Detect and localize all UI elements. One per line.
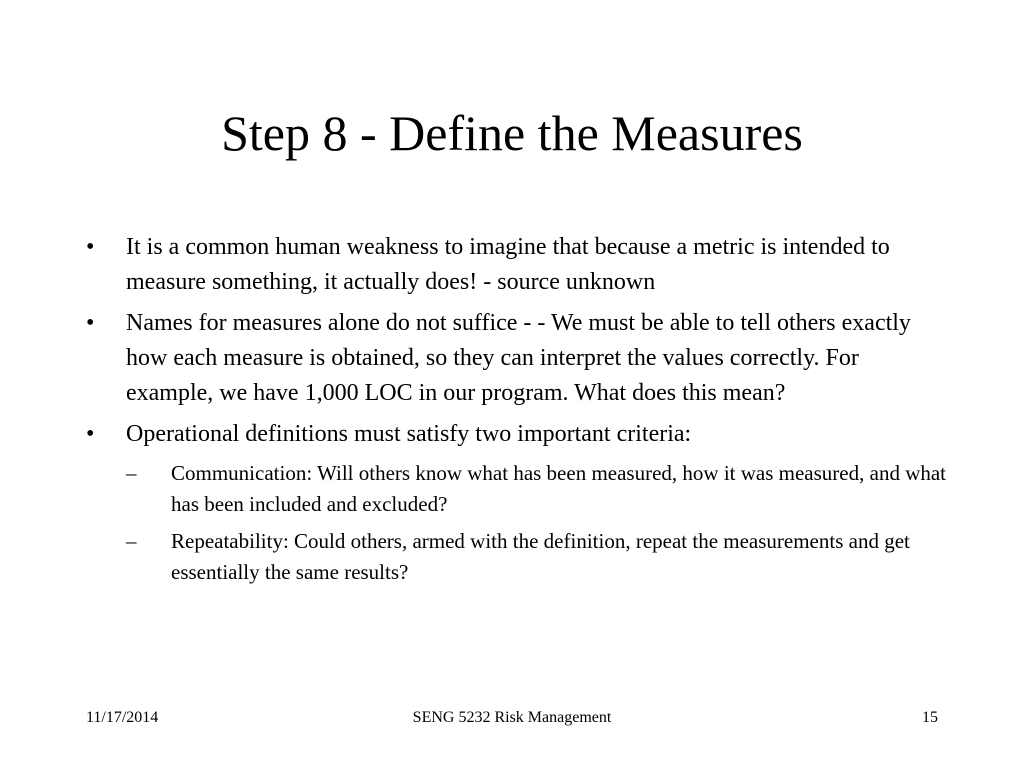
bullet-marker: • [86, 310, 95, 336]
footer-title: SENG 5232 Risk Management [412, 709, 612, 726]
sub-bullet-marker: – [126, 529, 137, 553]
bullet-text: Operational definitions must satisfy two important criteria: [126, 421, 692, 447]
slide-title: Step 8 - Define the Measures [221, 105, 803, 161]
bullet-item [86, 306, 946, 411]
slide-number: 15 [922, 709, 938, 726]
bullet-item [86, 417, 946, 452]
sub-bullet-item [126, 458, 946, 520]
sub-bullet-text: Repeatability: Could others, armed with the definition, repeat the measurements and get essentially the same results? [171, 529, 910, 584]
sub-bullet-text: Communication: Will others know what has been measured, how it was measured, and what has been included and excluded? [171, 461, 947, 516]
bullet-marker: • [86, 421, 95, 447]
bullet-item [86, 230, 946, 300]
sub-bullet-marker: – [126, 461, 137, 485]
bullet-text: Names for measures alone do not suffice - - We must be able to tell others exactly how each measure is obtained, so they can interpret the values correctly. For example, we have 1,000 LOC in our program. What does this mean? [126, 310, 911, 406]
slide-body [86, 230, 946, 594]
bullet-marker: • [86, 234, 95, 260]
sub-bullet-item [126, 526, 946, 588]
footer-date: 11/17/2014 [86, 709, 159, 726]
bullet-text: It is a common human weakness to imagine that because a metric is intended to measure something, it actually does! - source unknown [126, 234, 890, 295]
